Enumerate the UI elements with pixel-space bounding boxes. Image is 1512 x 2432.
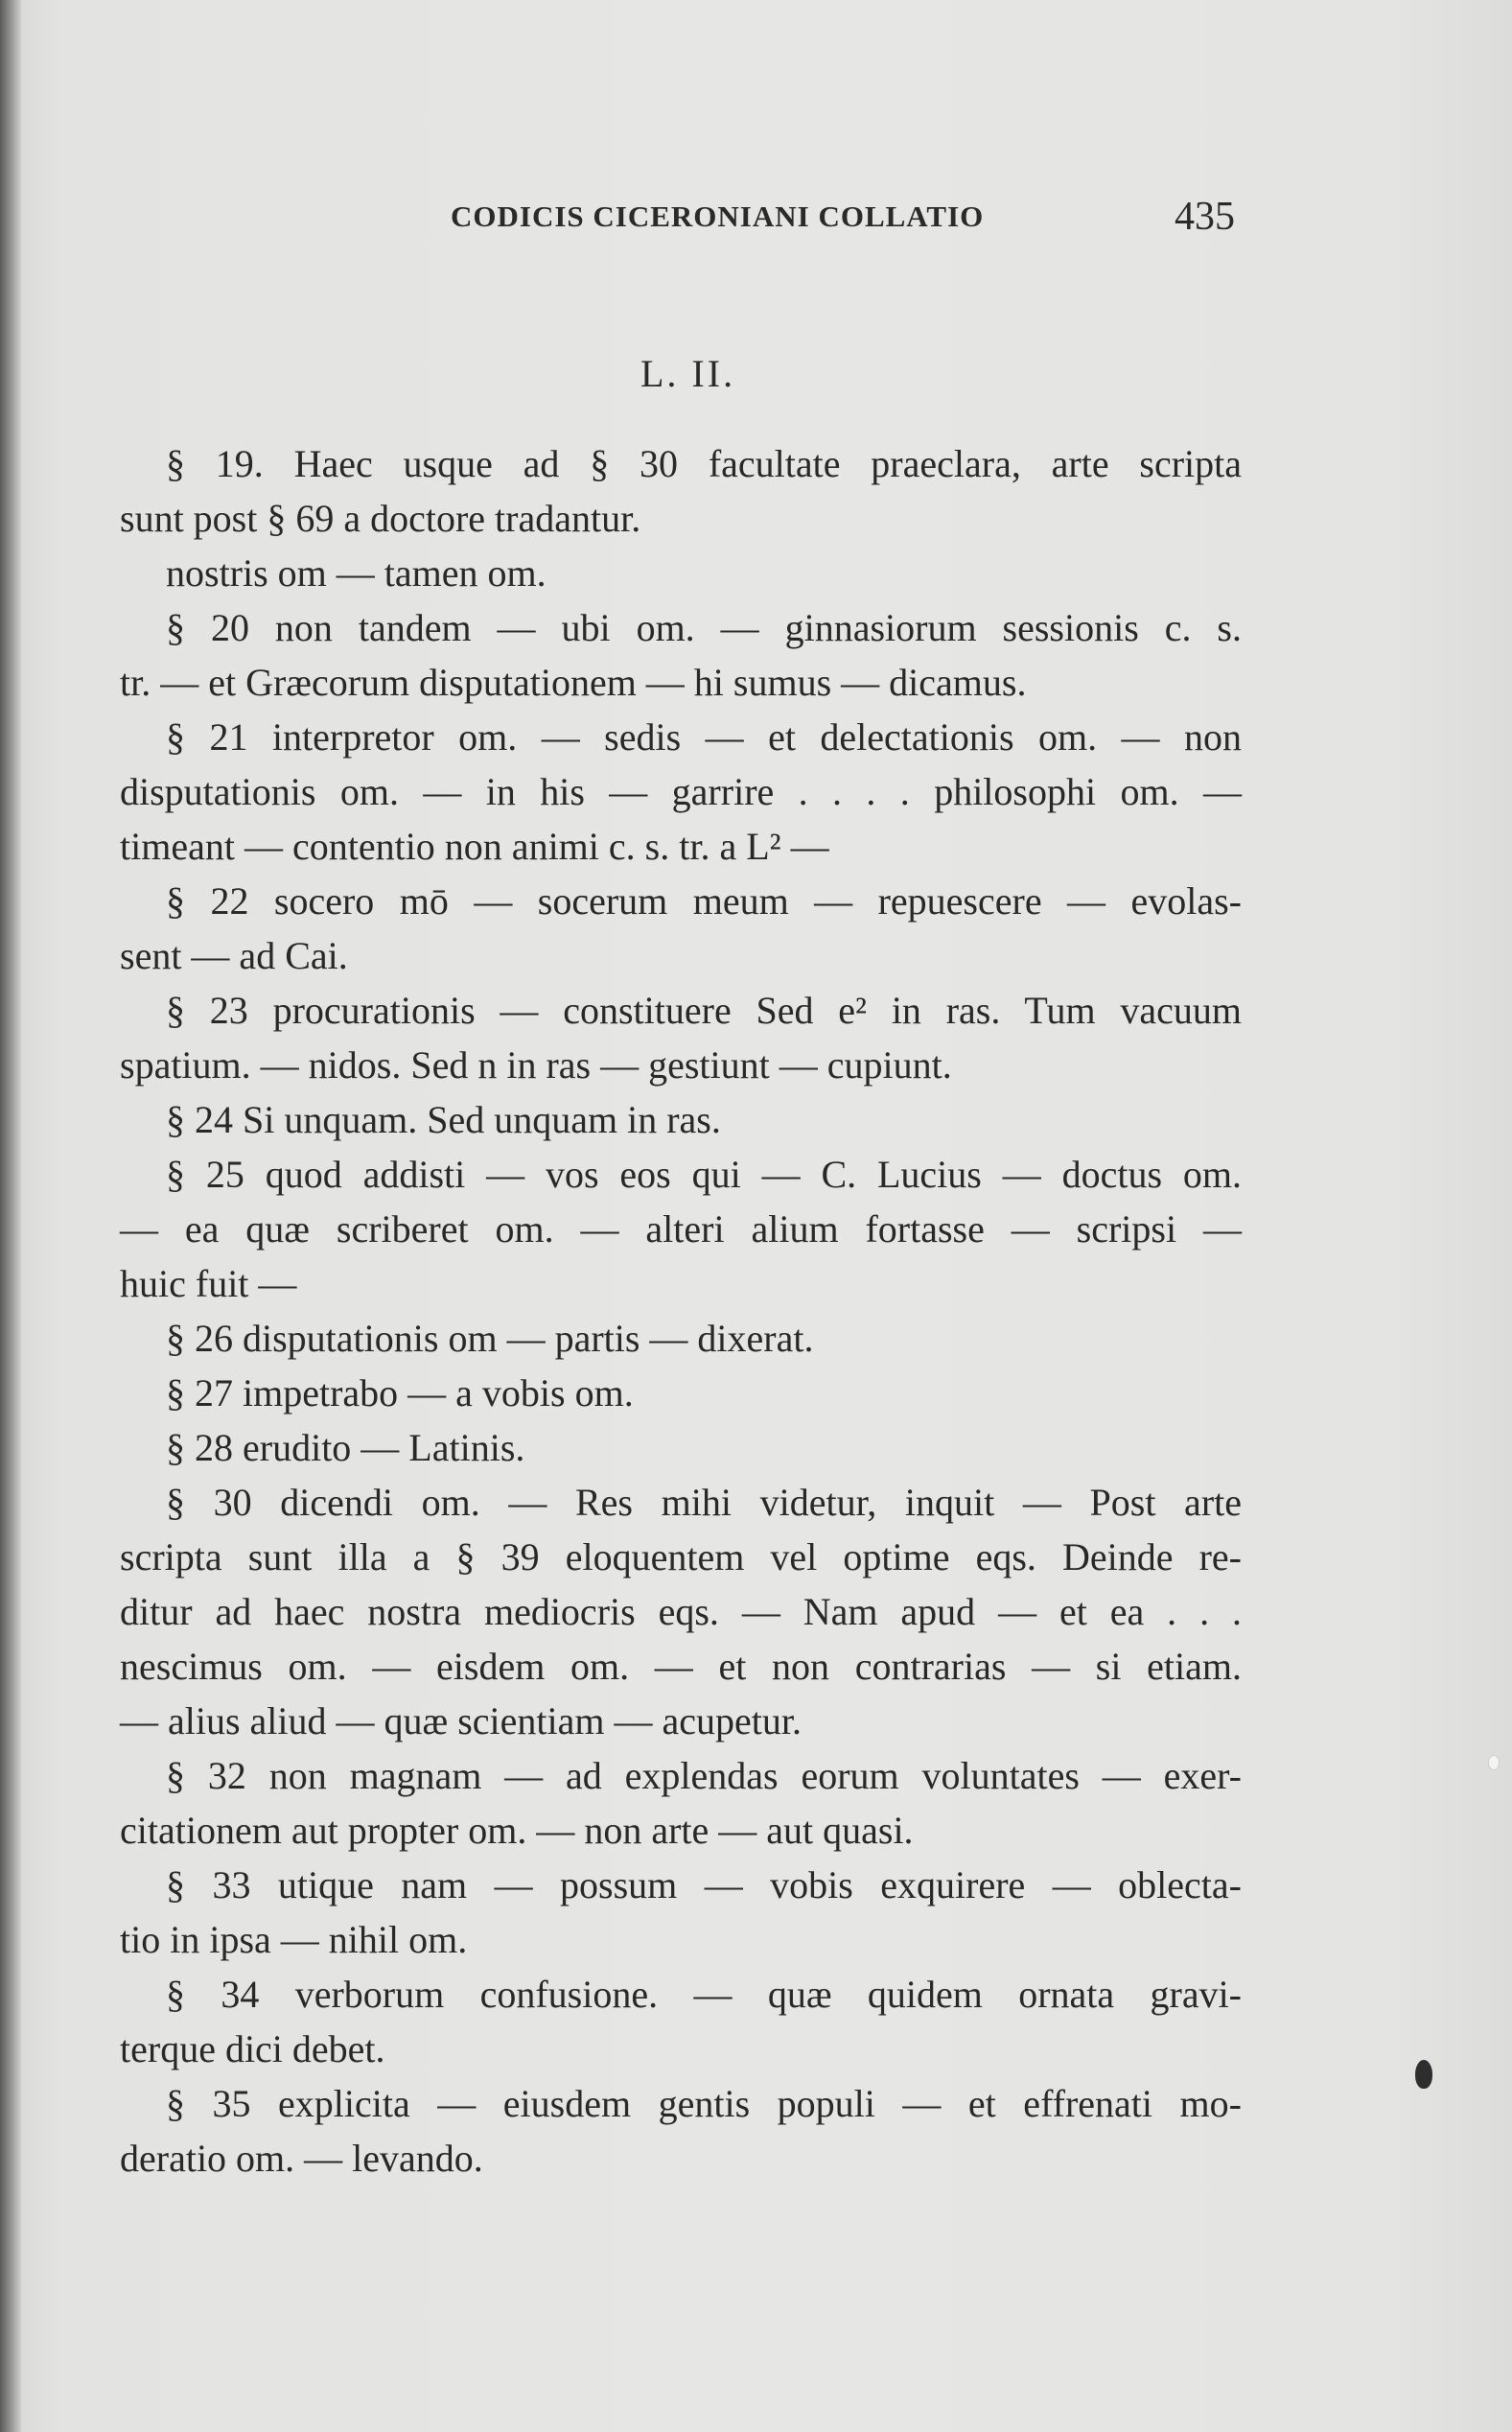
text-line: § 24 Si unquam. Sed unquam in ras. — [166, 1098, 721, 1141]
binding-edge — [0, 0, 21, 2432]
text-line: nostris om — tamen om. — [166, 551, 547, 595]
text-line: § 25 quod addisti — vos eos qui — C. Lucius — doctus om. — [166, 1153, 1242, 1196]
page-number: 435 — [1175, 195, 1235, 239]
text-line: § 34 verborum confusione. — quæ quidem ornata gravi- — [166, 1973, 1242, 2016]
text-line: nescimus om. — eisdem om. — et non contrarias — si etiam. — [120, 1645, 1242, 1688]
text-line: spatium. — nidos. Sed n in ras — gestiunt — cupiunt. — [120, 1043, 952, 1087]
text-line: § 20 non tandem — ubi om. — ginnasiorum sessionis c. s. — [166, 606, 1242, 649]
text-line: § 26 disputationis om — partis — dixerat. — [166, 1317, 814, 1360]
text-line: § 32 non magnam — ad explendas eorum voluntates — exer- — [166, 1754, 1242, 1797]
text-line: citationem aut propter om. — non arte — aut quasi. — [120, 1809, 914, 1852]
text-line: scripta sunt illa a § 39 eloquentem vel optime eqs. Deinde re- — [120, 1535, 1242, 1578]
text-line: § 22 socero mō — socerum meum — repuescere — evolas- — [166, 879, 1242, 923]
text-line: deratio om. — levando. — [120, 2137, 483, 2180]
running-head: CODICIS CICERONIANI COLLATIO — [451, 199, 985, 233]
text-line: huic fuit — — [120, 1262, 297, 1305]
text-line: § 19. Haec usque ad § 30 facultate praeclara, arte scripta — [166, 442, 1242, 485]
text-line: § 21 interpretor om. — sedis — et delectationis om. — non — [166, 715, 1242, 759]
text-line: tr. — et Græcorum disputationem — hi sumus — dicamus. — [120, 661, 1027, 704]
text-line: tio in ipsa — nihil om. — [120, 1918, 468, 1961]
text-line: ditur ad haec nostra mediocris eqs. — Nam apud — et ea . . . — [120, 1590, 1242, 1633]
text-line: sunt post § 69 a doctore tradantur. — [120, 497, 641, 540]
text-line: § 28 erudito — Latinis. — [166, 1426, 525, 1469]
collation-text — [120, 436, 1242, 2186]
ink-spot — [1415, 2060, 1432, 2089]
text-line: timeant — contentio non animi c. s. tr. a L² — — [120, 825, 829, 868]
text-line: disputationis om. — in his — garrire . . . . philosophi om. — — [120, 770, 1242, 813]
text-line: § 30 dicendi om. — Res mihi videtur, inquit — Post arte — [166, 1481, 1242, 1524]
section-heading: L. II. — [640, 352, 736, 395]
text-line: — alius aliud — quæ scientiam — acupetur. — [120, 1699, 802, 1742]
margin-mark — [1488, 1755, 1500, 1770]
text-line: sent — ad Cai. — [120, 934, 348, 977]
text-line: — ea quæ scriberet om. — alteri alium fortasse — scripsi — — [120, 1207, 1242, 1251]
text-line: § 35 explicita — eiusdem gentis populi — et effrenati mo- — [166, 2082, 1242, 2125]
text-line: § 33 utique nam — possum — vobis exquirere — oblecta- — [166, 1863, 1242, 1906]
text-line: § 23 procurationis — constituere Sed e² in ras. Tum vacuum — [166, 989, 1242, 1032]
text-line: terque dici debet. — [120, 2027, 385, 2070]
text-line: § 27 impetrabo — a vobis om. — [166, 1371, 634, 1415]
